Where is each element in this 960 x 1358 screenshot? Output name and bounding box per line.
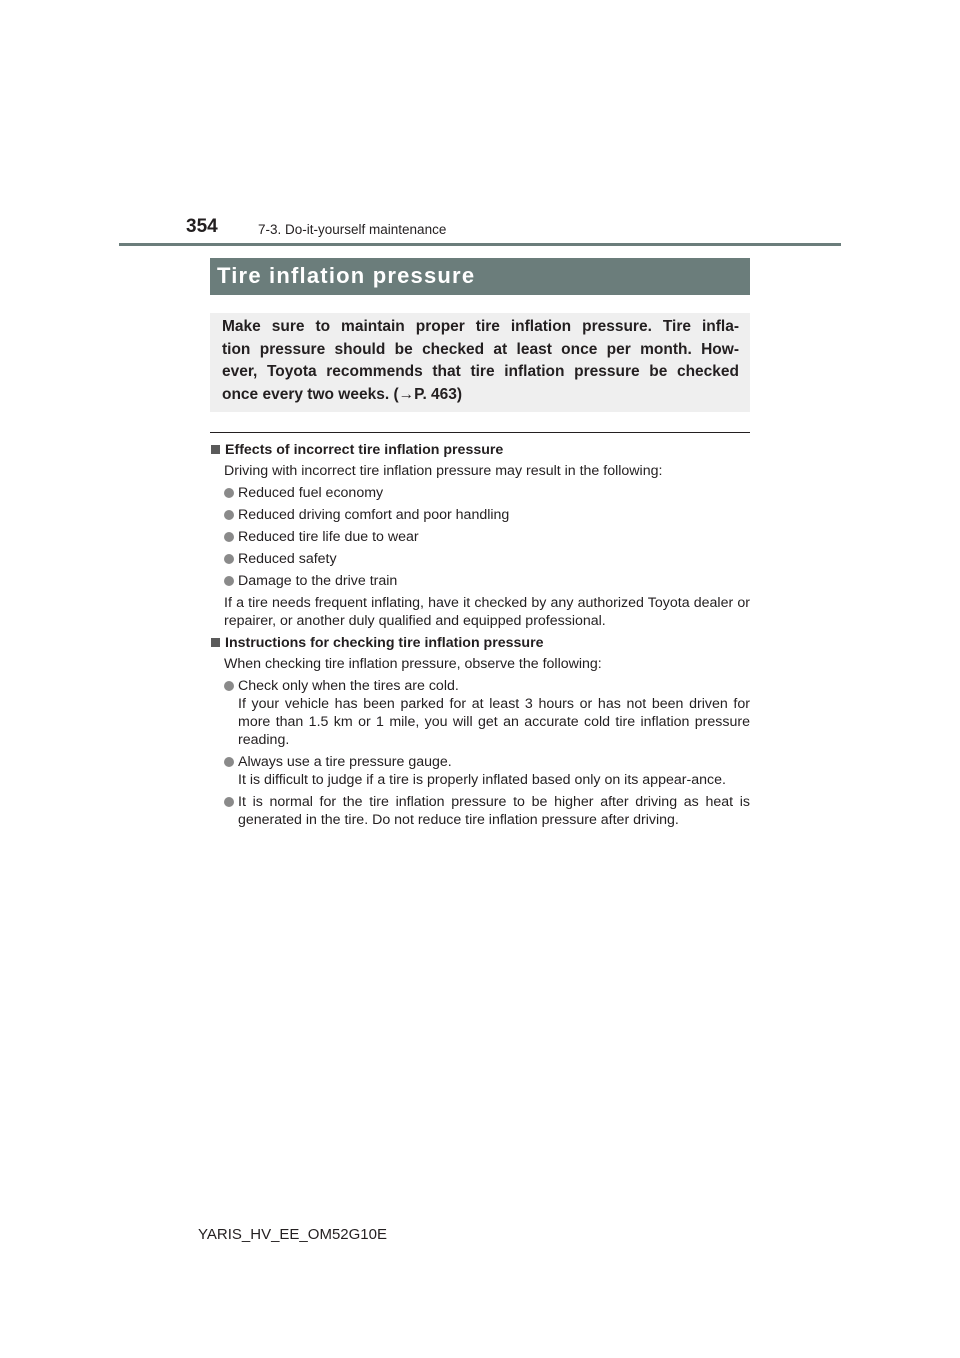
list-item-text: Reduced safety: [238, 551, 337, 567]
subheading-effects: [210, 441, 750, 459]
list-item-detail: It is difficult to judge if a tire is properly inflated based only on its appear-ance.: [238, 772, 726, 788]
intro-box: [210, 313, 750, 412]
list-item: [210, 506, 750, 524]
list-item: [210, 793, 750, 829]
bullet-dot-icon: [224, 488, 234, 498]
page-number: 354: [186, 216, 218, 237]
intro-line: Make sure to maintain proper tire inflation pressure. Tire infla-: [222, 318, 739, 335]
content: [210, 441, 750, 833]
subheading-text: Effects of incorrect tire inflation pressure: [225, 442, 504, 458]
paragraph: Driving with incorrect tire inflation pressure may result in the following:: [224, 463, 663, 479]
bullet-dot-icon: [224, 532, 234, 542]
list-item-title: It is normal for the tire inflation pressure to be higher after driving as heat is generated in the tire. Do not reduce tire inflation pressure after driving.: [238, 794, 750, 828]
subheading-text: Instructions for checking tire inflation pressure: [225, 635, 544, 651]
page-title: Tire inflation pressure: [210, 258, 750, 295]
list-item: [210, 753, 750, 789]
bullet-dot-icon: [224, 554, 234, 564]
header-rule: [119, 243, 841, 246]
list-item-title: Always use a tire pressure gauge.: [238, 754, 452, 770]
divider: [210, 432, 750, 433]
intro-line: tion pressure should be checked at least once per month. How-: [222, 340, 739, 358]
list-item: [210, 572, 750, 590]
bullet-dot-icon: [224, 576, 234, 586]
list-item: [210, 484, 750, 502]
list-item-detail: If your vehicle has been parked for at least 3 hours or has not been driven for more than 1.5 km or 1 mile, you will get an accurate cold tire inflation pressure reading.: [238, 696, 750, 748]
subheading-instructions: [210, 634, 750, 652]
paragraph: When checking tire inflation pressure, observe the following:: [224, 656, 602, 672]
list-item-text: Reduced tire life due to wear: [238, 529, 419, 545]
intro-line: ever, Toyota recommends that tire inflation pressure be checked: [222, 363, 739, 380]
list-item-text: Damage to the drive train: [238, 573, 398, 589]
list-item-text: Reduced fuel economy: [238, 485, 384, 501]
list-item-text: Reduced driving comfort and poor handling: [238, 507, 510, 523]
list-item: [210, 550, 750, 568]
section-label: 7-3. Do-it-yourself maintenance: [258, 222, 447, 237]
bullet-dot-icon: [224, 510, 234, 520]
intro-line: once every two weeks. (→P. 463): [222, 385, 463, 403]
list-item: [210, 528, 750, 546]
bullet-dot-icon: [224, 757, 234, 767]
square-bullet-icon: [211, 445, 220, 454]
list-item: [210, 677, 750, 749]
footer-doc-code: YARIS_HV_EE_OM52G10E: [198, 1226, 387, 1243]
paragraph: If a tire needs frequent inflating, have it checked by any authorized Toyota dealer or repairer, or another duly qualified and equipped professional.: [224, 595, 750, 629]
bullet-dot-icon: [224, 681, 234, 691]
list-item-title: Check only when the tires are cold.: [238, 678, 459, 694]
square-bullet-icon: [211, 638, 220, 647]
bullet-dot-icon: [224, 797, 234, 807]
